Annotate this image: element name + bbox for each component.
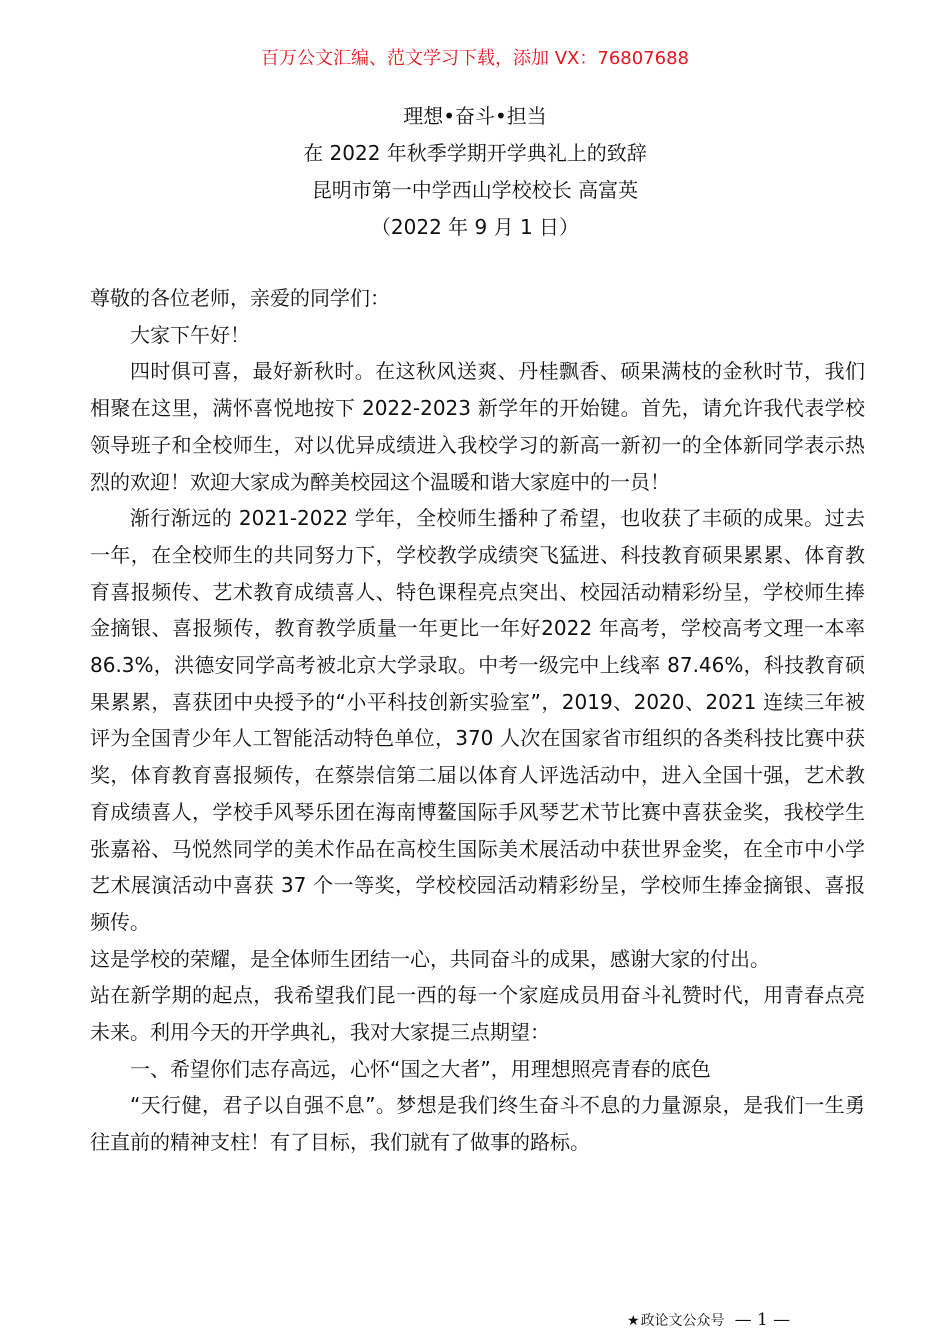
footer-label: 政论文公众号 [640, 1313, 725, 1329]
paragraph-opening: 四时俱可喜，最好新秋时。在这秋风送爽、丹桂飘香、硕果满枝的金秋时节，我们相聚在这里，满怀喜悦地按下 2022-2023 新学年的开始键。首先，请允许我代表学校领导班子和全校师生，对以优异成绩进入我校学习的新高一新初一的全体新同学表示热烈的欢迎！欢迎大家成为醉美校园这个温暖和谐大家庭中的一员！ [90, 359, 865, 494]
paragraph-dream: “天行健，君子以自强不息”。梦想是我们终生奋斗不息的力量源泉，是我们一生勇往直前的精神支柱！有了目标，我们就有了做事的路标。 [90, 1093, 865, 1155]
paragraph-expectations-intro: 站在新学期的起点，我希望我们昆一西的每一个家庭成员用奋斗礼赞时代，用青春点亮未来。利用今天的开学典礼，我对大家提三点期望： [90, 983, 865, 1045]
download-banner: 百万公文汇编、范文学习下载，添加 VX：76807688 [261, 48, 689, 69]
speech-date: （2022 年 9 月 1 日） [370, 215, 580, 239]
speech-theme: 理想•奋斗•担当 [403, 104, 547, 128]
speech-body [90, 280, 865, 1161]
speech-title: 在 2022 年秋季学期开学典礼上的致辞 [303, 141, 647, 165]
speaker-line: 昆明市第一中学西山学校校长 高富英 [311, 178, 639, 202]
speech-title-block [0, 98, 950, 246]
star-icon: ★ [627, 1313, 640, 1329]
salutation: 尊敬的各位老师，亲爱的同学们： [90, 286, 390, 310]
paragraph-achievements: 渐行渐远的 2021-2022 学年，全校师生播种了希望，也收获了丰硕的成果。过去一年，在全校师生的共同努力下，学校教学成绩突飞猛进、科技教育硕果累累、体育教育喜报频传、艺术教育成绩喜人、特色课程亮点突出、校园活动精彩纷呈，学校师生捧金摘银、喜报频传，教育教学质量一年更比一年好2022 年高考，学校高考文理一本率 86.3%，洪德安同学高考被北京大学录取。中考一级完中上线率 87.46%，科技教育硕果累累，喜获团中央授予的“小平科技创新实验室”，2019、2020、2021 连续三年被评为全国青少年人工智能活动特色单位，370 人次在国家省市组织的各类科技比赛中获奖，体育教育喜报频传，在蔡崇信第二届以体育人评选活动中，进入全国十强，艺术教育成绩喜人，学校手风琴乐团在海南博鳌国际手风琴艺术节比赛中喜获金奖，我校学生张嘉裕、马悦然同学的美术作品在高校生国际美术展活动中获世界金奖，在全市中小学艺术展演活动中喜获 37 个一等奖，学校校园活动精彩纷呈，学校师生捧金摘银、喜报频传。 [90, 506, 865, 934]
page-number: — 1 — [734, 1310, 791, 1330]
paragraph-thanks: 这是学校的荣耀，是全体师生团结一心，共同奋斗的成果，感谢大家的付出。 [90, 946, 770, 971]
page-footer [627, 1310, 790, 1331]
greeting: 大家下午好！ [130, 322, 250, 347]
heading-expectation-one: 一、希望你们志存高远，心怀“国之大者”，用理想照亮青春的底色 [130, 1056, 711, 1081]
